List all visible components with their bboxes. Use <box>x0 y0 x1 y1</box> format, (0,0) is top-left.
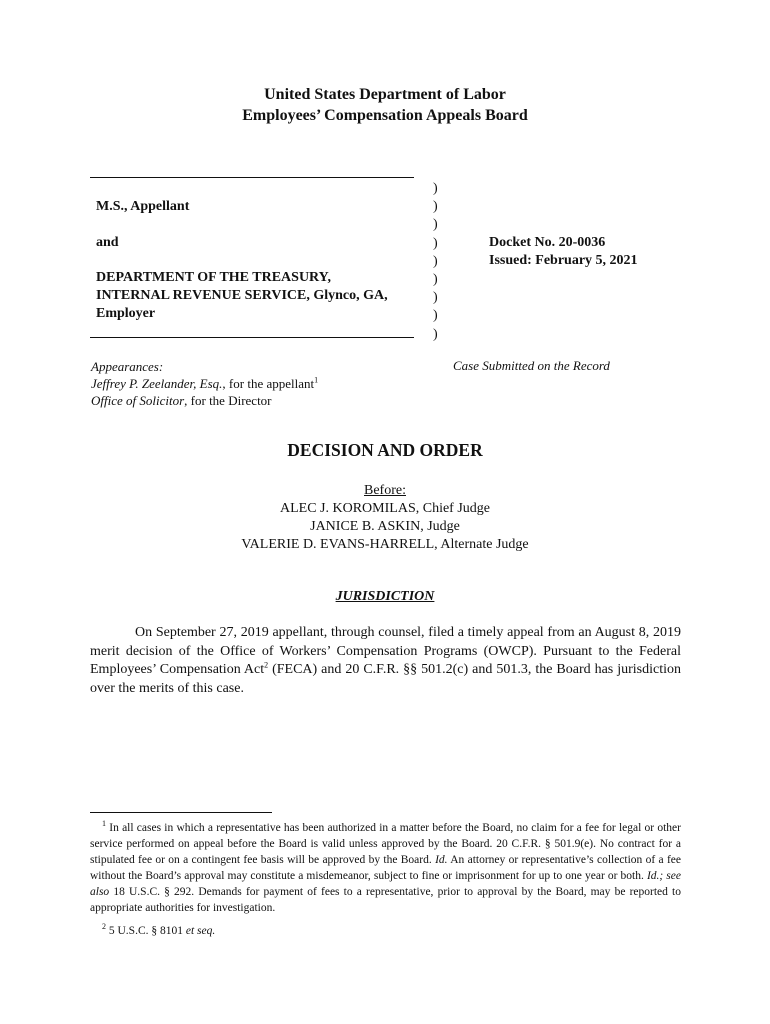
decision-title: DECISION AND ORDER <box>287 440 483 460</box>
footnote-2-et-seq: et seq. <box>185 925 216 937</box>
rep2-name: Office of Solicitor <box>91 393 185 408</box>
paren: ) <box>433 308 438 324</box>
docket-number: Docket No. 20-0036 <box>489 235 606 250</box>
appearance-director <box>91 392 318 409</box>
case-submitted: Case Submitted on the Record <box>453 358 610 373</box>
footnote-ref-1: 1 <box>314 375 319 385</box>
footnote-2-text: 5 U.S.C. § 8101 <box>106 925 186 937</box>
paren: ) <box>433 217 438 233</box>
footnote-separator <box>90 812 272 813</box>
footnote-2 <box>90 923 681 939</box>
paren: ) <box>433 235 438 251</box>
judge-2: JANICE B. ASKIN, Judge <box>310 519 460 534</box>
paren: ) <box>433 253 438 269</box>
jurisdiction-heading: JURISDICTION <box>335 589 435 604</box>
caption-top-rule <box>90 177 414 178</box>
employer-line-1: DEPARTMENT OF THE TREASURY, <box>96 270 331 285</box>
rep2-role: , for the Director <box>184 393 272 408</box>
employer-line-2: INTERNAL REVENUE SERVICE, Glynco, GA, <box>96 288 388 303</box>
judge-3: VALERIE D. EVANS-HARRELL, Alternate Judge <box>241 537 529 552</box>
footnote-1-id: Id. <box>435 854 448 866</box>
caption-bottom-rule <box>90 337 414 338</box>
paragraph-text-1: On September 27, 2019 appellant, through counsel, filed a timely appeal from an August 8, 2019 merit decision of the Office of Workers’ Compensation Programs (OWCP). Pursuant to the Federal Employees’ Compensation Act <box>90 625 681 677</box>
board-title: Employees’ Compensation Appeals Board <box>242 107 528 124</box>
footnote-ref-2: 2 <box>264 660 269 670</box>
footnote-1 <box>90 820 681 916</box>
paren: ) <box>433 271 438 287</box>
footnote-1-text-2: An attorney or representative’s collection of a fee without the Board’s approval may constitute a misdemeanor, subject to fine or imprisonment for up to one year or both. <box>90 854 681 882</box>
jurisdiction-paragraph <box>90 624 681 698</box>
paren: ) <box>433 326 438 342</box>
caption-parens <box>433 180 445 344</box>
footnote-2-number: 2 <box>102 922 106 932</box>
appellant-name: M.S., Appellant <box>96 199 190 214</box>
footnote-1-see-also: Id.; see also <box>90 870 681 898</box>
footnote-1-number: 1 <box>102 819 106 829</box>
appearances-block <box>91 358 318 409</box>
rep1-role: , for the appellant <box>222 376 315 391</box>
issued-date: Issued: February 5, 2021 <box>489 253 638 268</box>
panel-block <box>0 482 770 554</box>
before-label: Before: <box>364 483 406 498</box>
footnote-1-text-3: 18 U.S.C. § 292. Demands for payment of fees to a representative, prior to approval by the Board, may be reported to appropriate authorities for investigation. <box>90 886 681 914</box>
rep1-name: Jeffrey P. Zeelander, Esq. <box>91 376 223 391</box>
paren: ) <box>433 181 438 196</box>
paren: ) <box>433 290 438 306</box>
judge-1: ALEC J. KOROMILAS, Chief Judge <box>280 501 490 516</box>
appearances-label: Appearances: <box>91 359 164 374</box>
paragraph-text-2: (FECA) and 20 C.F.R. §§ 501.2(c) and 501.3, the Board has jurisdiction over the merits of this case. <box>90 662 681 696</box>
caption-and: and <box>96 235 119 250</box>
employer-line-3: Employer <box>96 306 156 321</box>
agency-title: United States Department of Labor <box>264 86 506 103</box>
appearance-appellant <box>91 375 318 392</box>
paren: ) <box>433 199 438 215</box>
footnote-1-text-1: In all cases in which a representative has been authorized in a matter before the Board, no claim for a fee for legal or other service performed on appeal before the Board is valid unless approved by the Board. 20 C.F.R. § 501.9(e). No contract for a stipulated fee or on a contingent fee basis will be approved by the Board. <box>90 822 681 866</box>
